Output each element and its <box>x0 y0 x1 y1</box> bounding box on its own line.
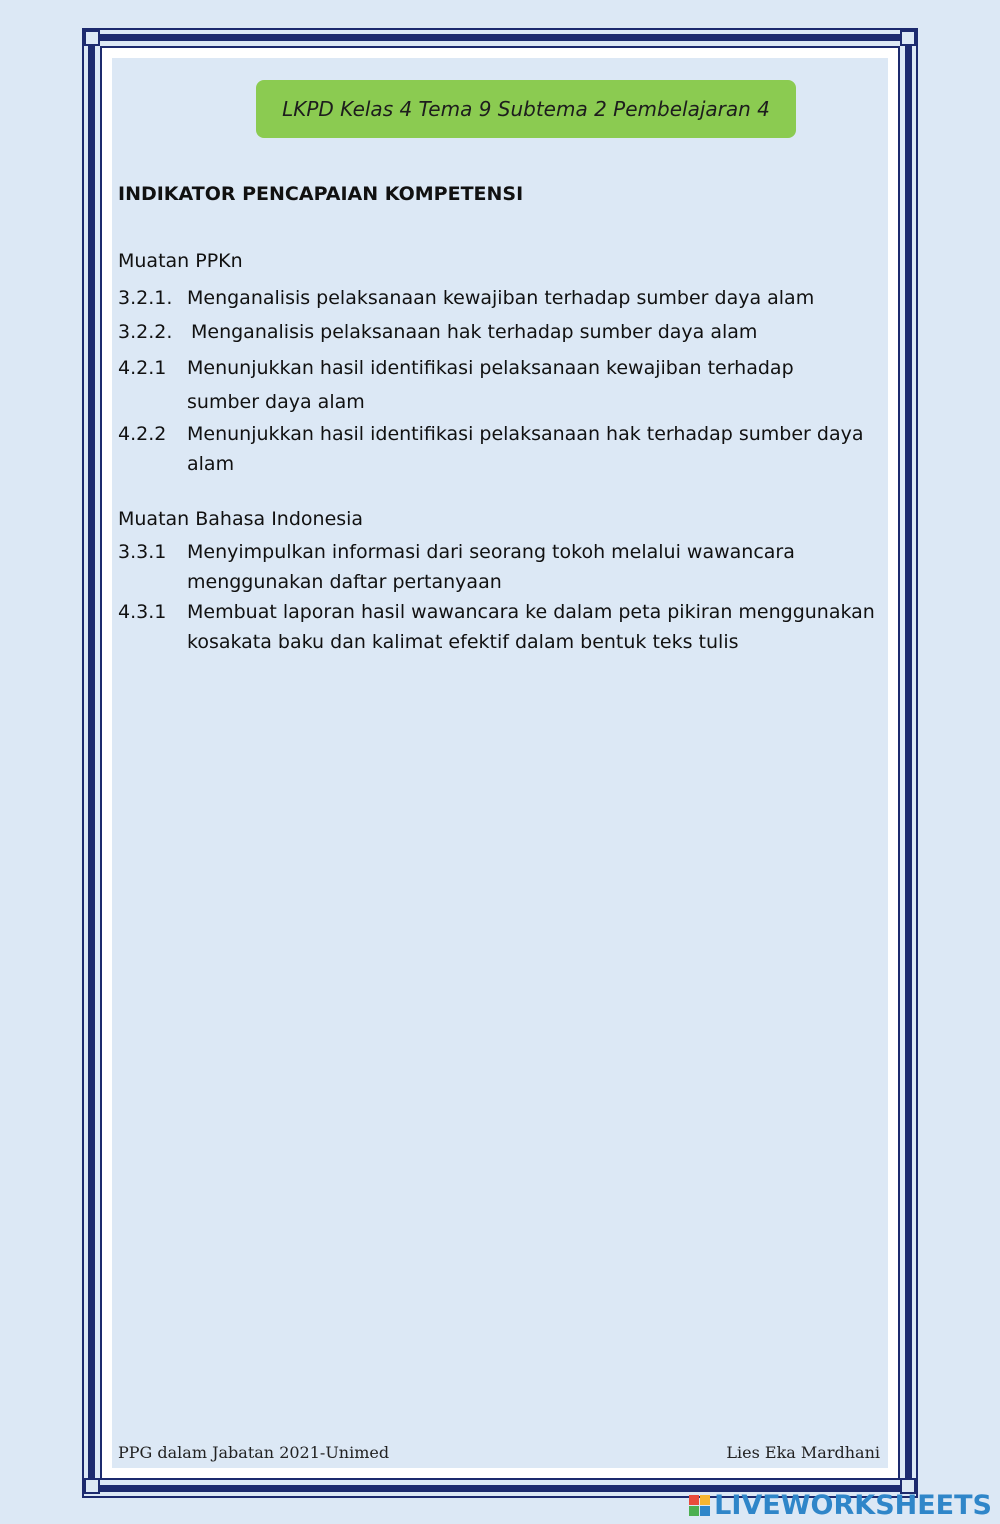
corner-ornament <box>84 1478 100 1494</box>
logo-square <box>689 1506 699 1516</box>
logo-square <box>700 1495 710 1505</box>
corner-ornament <box>900 30 916 46</box>
indicator-number: 3.2.1. <box>118 287 173 309</box>
section-heading: INDIKATOR PENCAPAIAN KOMPETENSI <box>118 183 524 205</box>
indicator-text: Menunjukkan hasil identifikasi pelaksanaan kewajiban terhadap sumber daya alam <box>187 357 794 413</box>
indicator-text: Menganalisis pelaksanaan hak terhadap sumber daya alam <box>191 321 758 343</box>
footer-program: PPG dalam Jabatan 2021-Unimed <box>118 1443 390 1462</box>
title-banner <box>256 80 796 138</box>
indicator-text: Menyimpulkan informasi dari seorang tokoh melalui wawancara menggunakan daftar pertanyaan <box>187 541 795 593</box>
indicator-text: Membuat laporan hasil wawancara ke dalam peta pikiran menggunakan kosakata baku dan kalimat efektif dalam bentuk teks tulis <box>187 601 875 653</box>
liveworksheets-watermark <box>689 1488 992 1522</box>
indicator-number: 3.3.1 <box>118 541 167 563</box>
indicator-number: 4.2.2 <box>118 423 167 445</box>
indicator-text: Menunjukkan hasil identifikasi pelaksanaan hak terhadap sumber daya alam <box>187 423 864 475</box>
banner-title: LKPD Kelas 4 Tema 9 Subtema 2 Pembelajaran 4 <box>282 97 770 121</box>
section-title-ppkn: Muatan PPKn <box>118 250 243 272</box>
corner-ornament <box>84 30 100 46</box>
liveworksheets-logo-icon <box>689 1495 710 1516</box>
logo-square <box>689 1495 699 1505</box>
indicator-number: 4.2.1 <box>118 357 167 379</box>
indicator-number: 3.2.2. <box>118 321 173 343</box>
logo-square <box>700 1506 710 1516</box>
indicator-number: 4.3.1 <box>118 601 167 623</box>
section-title-bahasa-indonesia: Muatan Bahasa Indonesia <box>118 508 364 530</box>
watermark-text: LIVEWORKSHEETS <box>714 1489 992 1521</box>
footer-author: Lies Eka Mardhani <box>726 1443 880 1462</box>
indicator-text: Menganalisis pelaksanaan kewajiban terhadap sumber daya alam <box>187 287 815 309</box>
